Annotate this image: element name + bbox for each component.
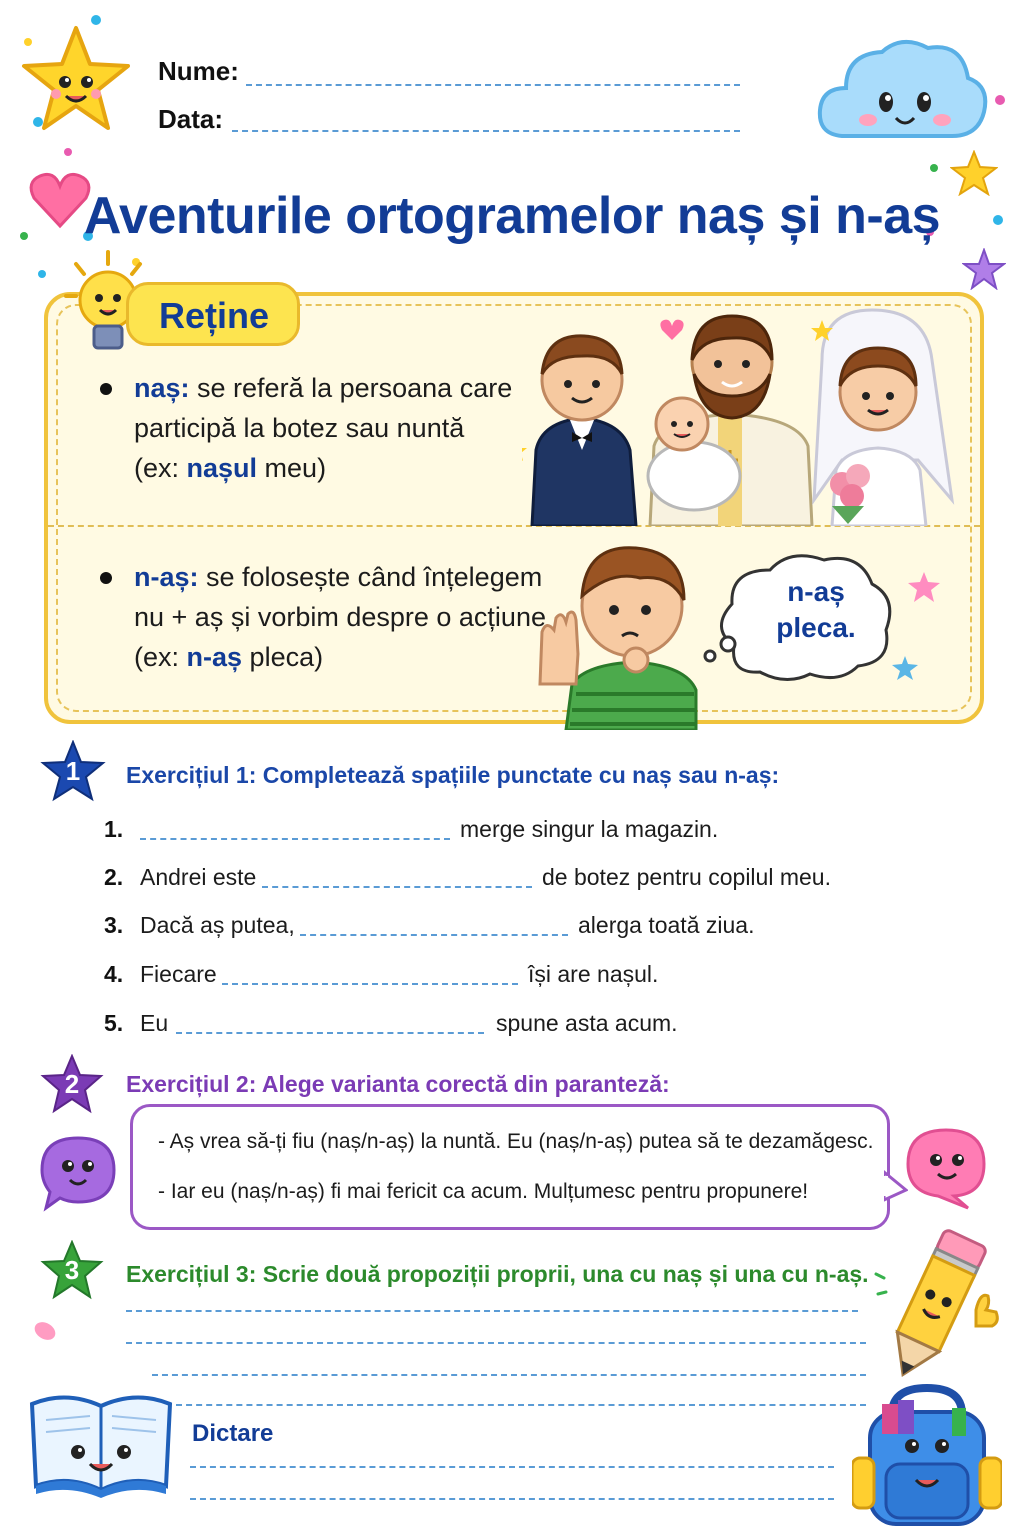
term-nas: naș: (134, 373, 190, 403)
thought-bubble-text: n-aș pleca. (776, 576, 856, 643)
pencil-mascot-icon (872, 1226, 1002, 1386)
exercise-1-title: Exercițiul 1: Completează spațiile punctate cu naș sau n-aș: (126, 762, 780, 788)
blank-field[interactable] (176, 1032, 484, 1034)
term-n-as: n-aș: (134, 562, 199, 592)
badge-1-number: 1 (65, 756, 81, 786)
dictare-label: Dictare (192, 1420, 274, 1447)
pink-star-icon (906, 570, 942, 604)
item-text: spune asta acum. (496, 1010, 678, 1036)
blue-star-icon (890, 654, 920, 682)
exercise-2-box (130, 1104, 890, 1230)
item-text: Andrei este (140, 864, 257, 890)
speech-bubble-pink-icon (904, 1124, 988, 1210)
name-label: Nume: (158, 56, 239, 86)
item-number: 2. (104, 864, 124, 890)
item-text: Dacă aș putea, (140, 912, 295, 938)
date-field[interactable] (232, 130, 740, 132)
rule-nas: naș: se referă la persoana care participă la botez sau nuntă (ex: nașul meu) (134, 373, 513, 483)
item-text: Fiecare (140, 961, 217, 987)
date-label: Data: (158, 104, 224, 134)
writing-line[interactable] (126, 1342, 866, 1344)
blank-field[interactable] (262, 886, 532, 888)
item-number: 3. (104, 912, 124, 938)
page-title: Aventurile ortogramelor naș și n-aș (83, 187, 941, 245)
badge-3-number: 3 (64, 1255, 80, 1285)
item-text: alerga toată ziua. (578, 912, 755, 938)
writing-line[interactable] (126, 1310, 858, 1312)
book-mascot-icon (26, 1382, 176, 1500)
item-text: își are nașul. (528, 961, 659, 987)
example-n-as: n-aș (186, 642, 243, 672)
bullet (100, 383, 112, 395)
backpack-mascot-icon (852, 1384, 1002, 1530)
name-field[interactable] (246, 84, 740, 86)
baptism-illustration (522, 300, 962, 526)
item-number: 5. (104, 1010, 124, 1036)
rule-n-as: n-aș: se folosește când înțelegem nu + aș și vorbim despre o acțiune (ex: n-aș pleca) (134, 562, 546, 672)
blank-field[interactable] (300, 934, 568, 936)
item-text: merge singur la magazin. (460, 816, 719, 842)
blank-field[interactable] (222, 983, 518, 985)
item-text: Eu (140, 1010, 169, 1036)
example-nasul: nașul (186, 453, 258, 483)
item-text: de botez pentru copilul meu. (542, 864, 831, 890)
dictation-line[interactable] (190, 1466, 834, 1468)
exercise-2-title: Exercițiul 2: Alege varianta corectă din paranteză: (126, 1071, 670, 1097)
retine-label: Reține (126, 282, 300, 346)
blank-field[interactable] (140, 838, 450, 840)
dictation-line[interactable] (190, 1498, 834, 1500)
writing-line[interactable] (176, 1404, 866, 1406)
writing-line[interactable] (152, 1374, 866, 1376)
thinking-boy-illustration (536, 534, 706, 730)
exercise-2-line: - Aș vrea să-ți fiu (naș/n-aș) la nuntă. Eu (naș/n-aș) putea să te dezamăgesc. (158, 1130, 874, 1153)
bullet (100, 572, 112, 584)
speech-bubble-purple-icon (38, 1132, 120, 1214)
exercise-3-title: Exercițiul 3: Scrie două propoziții proprii, una cu naș și una cu n-aș. (126, 1261, 869, 1287)
pink-dot-icon (32, 1320, 58, 1342)
item-number: 1. (104, 816, 124, 842)
item-number: 4. (104, 961, 124, 987)
badge-2-number: 2 (64, 1069, 80, 1099)
exercise-2-line: - Iar eu (naș/n-aș) fi mai fericit ca acum. Mulțumesc pentru propunere! (158, 1180, 809, 1203)
